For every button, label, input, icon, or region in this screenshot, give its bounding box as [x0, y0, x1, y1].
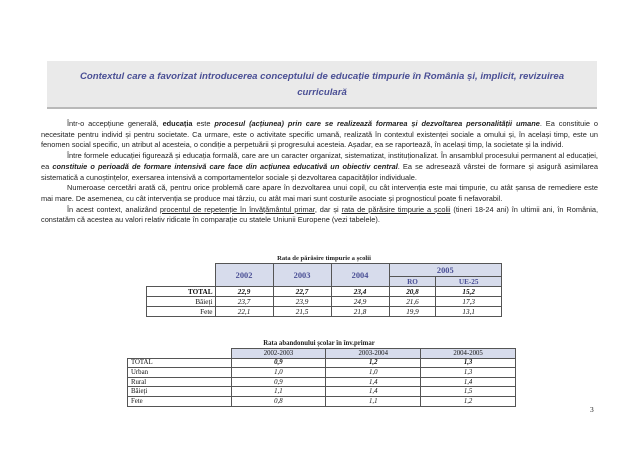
- table-row: [147, 287, 502, 297]
- table-cell: 13,1: [436, 307, 502, 317]
- p1-text: Într-o accepțiune generală,: [67, 119, 163, 128]
- table-cell: 1,2: [421, 396, 516, 406]
- table-row: [128, 377, 516, 387]
- table-cell: 24,9: [331, 297, 389, 307]
- p1-definition: procesul (acțiunea) prin care se realizează formarea și dezvoltarea personalității umane: [214, 119, 540, 128]
- table-cell: 1,3: [421, 358, 516, 368]
- year-header: 2003: [273, 264, 331, 287]
- p4-underlined-term: procentul de repetenție în învățământul primar: [159, 204, 315, 214]
- table-cell: 19,9: [389, 307, 436, 317]
- table-cell: 0,9: [231, 377, 326, 387]
- table-row: [128, 368, 516, 378]
- table-cell: 1,5: [421, 387, 516, 397]
- table-cell: 15,2: [436, 287, 502, 297]
- row-label: Băieți: [147, 297, 216, 307]
- p2-emphasis: constituie o perioadă de formare intensivă care face din acțiunea educativă un obiectiv central: [52, 161, 398, 171]
- subheader-ro: RO: [389, 277, 436, 287]
- p1-text: este: [192, 119, 215, 128]
- section-title-line2: curriculară: [297, 87, 347, 98]
- row-label: Rural: [128, 377, 232, 387]
- table-row: [128, 396, 516, 406]
- paragraph-2: [41, 151, 598, 183]
- section-title-band: [47, 61, 597, 109]
- table-cell: 0,8: [231, 396, 326, 406]
- table2-caption: Rata abandonului școlar în înv.primar: [263, 340, 375, 347]
- page-number: 3: [590, 405, 594, 414]
- table-cell: 1,2: [326, 358, 421, 368]
- table-cell: 1,4: [326, 387, 421, 397]
- table-cell: 23,7: [215, 297, 273, 307]
- body-text: [41, 119, 598, 226]
- p1-text: . Ea constituie o necesitate pentru individ și pentru societate. Ca urmare, este o activitate specific umană, realizată în contextul existenței sociale a omului și, în același timp, este un fenomen social specific, un atribut al acesteia, o condiție a perpetuării și progresului acesteia. Așadar, ea se raportează, în același timp, la societate și la individ.: [41, 119, 598, 150]
- table-cell: 1,0: [231, 368, 326, 378]
- table-cell: 22,9: [215, 287, 273, 297]
- subheader-eu25: UE-25: [436, 277, 502, 287]
- period-header: 2003-2004: [326, 349, 421, 359]
- table-cell: 1,1: [326, 396, 421, 406]
- table-cell: 1,4: [421, 377, 516, 387]
- table-cell: 1,3: [421, 368, 516, 378]
- year-header: 2004: [331, 264, 389, 287]
- table-cell: 23,9: [273, 297, 331, 307]
- table-cell: 17,3: [436, 297, 502, 307]
- table-row: [128, 358, 516, 368]
- table-cell: 20,8: [389, 287, 436, 297]
- table-cell: 21,8: [331, 307, 389, 317]
- table-cell: 1,0: [326, 368, 421, 378]
- paragraph-4: [41, 205, 598, 226]
- row-label: Băieți: [128, 387, 232, 397]
- paragraph-3: Numeroase cercetări arată că, pentru orice problemă care apare în dezvoltarea unui copil, cu cât intervenția este mai timpurie, cu atât șansa de remediere este mai mare. De asemenea, cu cât intervenția se produce mai târziu, cu atât mai mari sunt costurile asociate și prognosticul poate fi nefavorabil.: [41, 183, 598, 203]
- year-header: 2002: [215, 264, 273, 287]
- row-label: TOTAL: [147, 287, 216, 297]
- table-row: [147, 307, 502, 317]
- table-cell: 0,9: [231, 358, 326, 368]
- section-title: [47, 69, 597, 101]
- row-label: TOTAL: [128, 358, 232, 368]
- table-cell: 1,1: [231, 387, 326, 397]
- table1-caption: Rata de părăsire timpurie a școlii: [277, 255, 371, 262]
- period-header: 2004-2005: [421, 349, 516, 359]
- p2-text: Între formele educației figurează și educația formală, care are un caracter organizat, sistematizat, instituționalizat. În ansamblul procesului permanent al educației, ea: [41, 151, 598, 171]
- table-cell: 22,1: [215, 307, 273, 317]
- table-cell: 21,5: [273, 307, 331, 317]
- p4-text: , dar și: [314, 204, 342, 214]
- row-label: Fete: [128, 396, 232, 406]
- table-cell: 1,4: [326, 377, 421, 387]
- period-header: 2002-2003: [231, 349, 326, 359]
- paragraph-1: [41, 119, 598, 151]
- year-header: 2005: [389, 264, 501, 277]
- p2-text: . Ea se adresează vârstei de formare și asigură asimilarea sistematică a cunoștințelor, exersarea intensivă a comportamentelor sociale și dezvoltarea capacităților individuale.: [41, 161, 598, 182]
- table-row: [128, 387, 516, 397]
- table-cell: 22,7: [273, 287, 331, 297]
- p4-text: În acest context, analizând: [67, 204, 160, 214]
- table-row: [147, 297, 502, 307]
- row-label: Urban: [128, 368, 232, 378]
- p4-underlined-term: rata de părăsire timpurie a școlii: [341, 204, 451, 214]
- primary-dropout-table: [127, 348, 516, 407]
- p4-text: (tineri 18-24 ani) în ultimii ani, în România, constatăm că acestea au valori relativ ridicate în comparație cu statele Uniunii Europene (vezi tabelele).: [41, 204, 599, 225]
- table-corner: [147, 264, 216, 287]
- table-cell: 21,6: [389, 297, 436, 307]
- early-school-leaving-table: [146, 263, 502, 317]
- section-title-line1: Contextul care a favorizat introducerea conceptului de educație timpurie în România și, implicit, revizuirea: [79, 71, 565, 82]
- row-label: Fete: [147, 307, 216, 317]
- table-corner: [128, 349, 232, 359]
- table-cell: 23,4: [331, 287, 389, 297]
- p1-term: educația: [162, 119, 193, 128]
